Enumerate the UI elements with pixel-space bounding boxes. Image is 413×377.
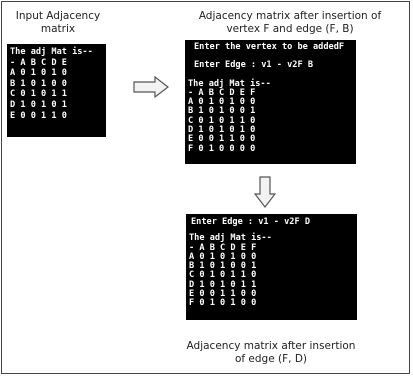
console-line: F 0 1 0 1 0 0 — [189, 298, 257, 309]
console-line: A 0 1 0 1 0 0 — [188, 97, 256, 108]
console-line: - A B C D E F — [188, 87, 256, 98]
console-line: C 0 1 0 1 1 0 — [188, 115, 256, 126]
console-line: The adj Mat is-- — [188, 78, 271, 89]
console-after-vertex — [185, 40, 356, 164]
console-line: C 0 1 0 1 1 — [10, 89, 67, 100]
console-line: A 0 1 0 1 0 0 — [189, 251, 257, 262]
console-line: E 0 0 1 1 0 0 — [188, 134, 256, 145]
arrow-right-icon — [133, 76, 169, 98]
console-line: E 0 0 1 1 0 — [10, 110, 67, 121]
caption-input-matrix: Input Adjacency matrix — [15, 10, 101, 35]
console-line: B 1 0 1 0 0 — [10, 78, 67, 89]
console-line: F 0 1 0 0 0 0 — [188, 143, 256, 154]
console-prompt-edge: Enter Edge : v1 - v2F D — [191, 217, 310, 227]
console-line: - A B C D E F — [189, 242, 257, 253]
console-line: E 0 0 1 1 0 0 — [189, 289, 257, 300]
caption-after-vertex-insertion: Adjacency matrix after insertion of vertex F and edge (F, B) — [198, 10, 382, 35]
console-prompt-vertex: Enter the vertex to be addedF — [194, 42, 345, 52]
console-line: C 0 1 0 1 1 0 — [189, 270, 257, 281]
console-line: B 1 0 1 0 0 1 — [188, 106, 256, 117]
console-line: D 1 0 1 0 1 0 — [188, 125, 256, 136]
console-line: D 1 0 1 0 1 — [10, 99, 67, 110]
console-after-edge — [186, 214, 357, 320]
console-prompt-edge: Enter Edge : v1 - v2F B — [194, 60, 313, 71]
console-line: B 1 0 1 0 0 1 — [189, 261, 257, 272]
console-input-matrix — [7, 44, 106, 137]
caption-after-edge-insertion: Adjacency matrix after insertion of edge (F, D) — [186, 340, 356, 365]
console-line: The adj Mat is-- — [10, 47, 93, 57]
console-line: D 1 0 1 0 1 1 — [189, 279, 257, 290]
console-line: - A B C D E — [10, 57, 67, 68]
arrow-down-icon — [254, 176, 276, 208]
console-line: A 0 1 0 1 0 — [10, 68, 67, 79]
console-line: The adj Mat is-- — [189, 233, 272, 244]
